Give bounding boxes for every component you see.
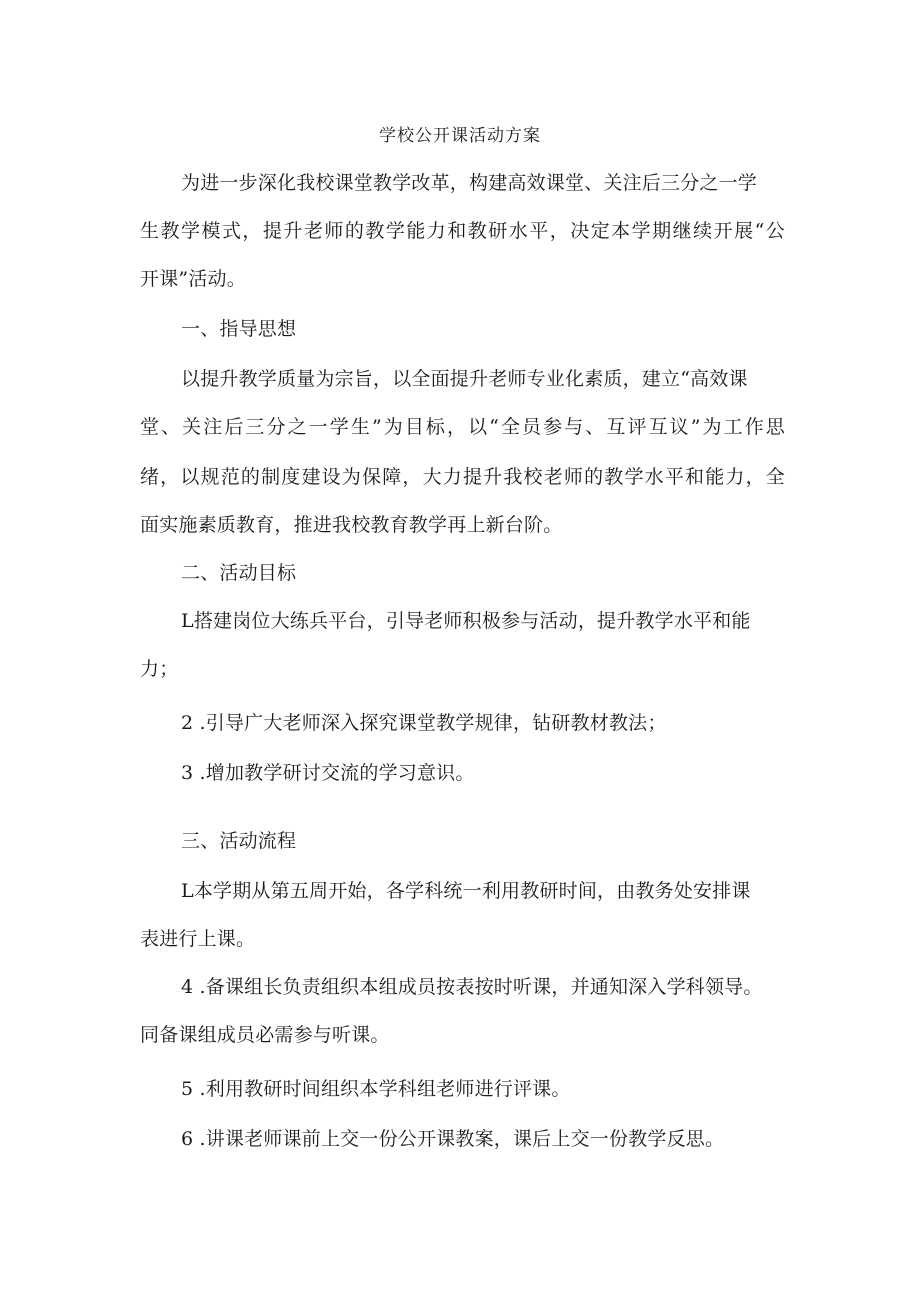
intro-line-3: 开课”活动。 [140,268,246,290]
guiding-line-3: 绪，以规范的制度建设为保障，大力提升我校老师的教学水平和能力，全 [140,466,785,488]
goal-item-2: 2 .引导广大老师深入探究课堂教学规律，钻研教材教法； [181,712,667,734]
document-title: 学校公开课活动方案 [379,126,541,146]
section-heading-guiding-thought: 一、指导思想 [181,318,297,340]
goal-item-3: 3 .增加教学研讨交流的学习意识。 [181,762,475,784]
intro-line-1: 为进一步深化我校课堂教学改革，构建高效课堂、关注后三分之一学 [181,172,758,194]
process-item-1-line-1: L本学期从第五周开始，各学科统一利用教研时间，由教务处安排课 [181,880,751,902]
process-item-1-line-2: 表进行上课。 [140,928,256,950]
guiding-line-1: 以提升教学质量为宗旨，以全面提升老师专业化素质，建立“高效课 [181,368,748,390]
process-item-6: 6 .讲课老师课前上交一份公开课教案，课后上交一份教学反思。 [181,1128,725,1150]
process-item-4-line-1: 4 .备课组长负责组织本组成员按表按时听课，并通知深入学科领导。 [181,976,763,998]
guiding-line-2: 堂、关注后三分之一学生”为目标，以“全员参与、互评互议”为工作思 [140,416,785,438]
intro-line-2: 生教学模式，提升老师的教学能力和教研水平，决定本学期继续开展“公 [140,220,785,242]
goal-item-1-line-1: L搭建岗位大练兵平台，引导老师积极参与活动，提升教学水平和能 [181,610,751,632]
section-heading-activity-goals: 二、活动目标 [181,562,297,584]
process-item-5: 5 .利用教研时间组织本学科组老师进行评课。 [181,1078,571,1100]
process-item-4-line-2: 同备课组成员必需参与听课。 [140,1024,390,1046]
guiding-line-4: 面实施素质教育，推进我校教育教学再上新台阶。 [140,514,563,536]
section-heading-activity-process: 三、活动流程 [181,830,297,852]
goal-item-1-line-2: 力； [140,658,179,680]
